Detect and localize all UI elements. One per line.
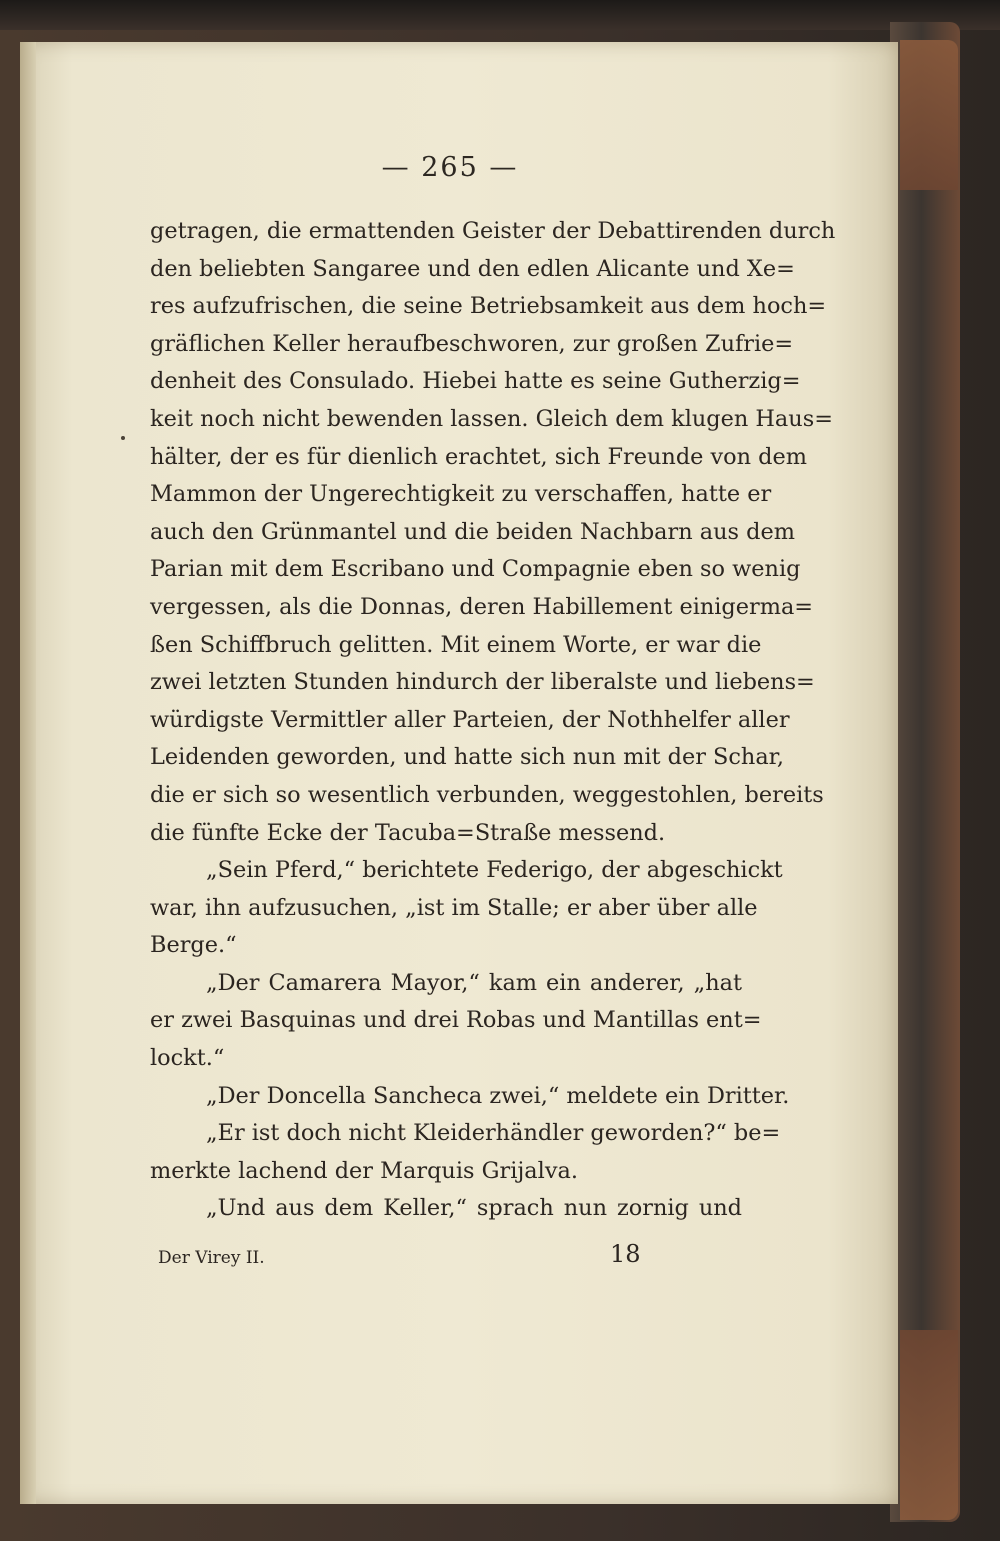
text-line: „Und aus dem Keller,“ sprach nun zornig und xyxy=(206,1195,742,1222)
text-line: hälter, der es für dienlich erachtet, sich Freunde von dem xyxy=(150,443,808,470)
footer-signature: Der Virey II. xyxy=(158,1248,265,1268)
text-line: merkte lachend der Marquis Grijalva. xyxy=(150,1157,578,1184)
cover-corner-bottom xyxy=(900,1330,958,1520)
footer-sheet-number: 18 xyxy=(610,1240,641,1268)
text-line: „Der Doncella Sancheca zwei,“ meldete ein Dritter. xyxy=(206,1082,790,1109)
text-line: „Sein Pferd,“ berichtete Federigo, der abgeschickt xyxy=(206,857,783,884)
cover-corner-top xyxy=(900,40,958,190)
text-line: res aufzufrischen, die seine Betriebsamkeit aus dem hoch= xyxy=(150,293,827,320)
text-line: gräflichen Keller heraufbeschworen, zur großen Zufrie= xyxy=(150,330,794,357)
text-line: keit noch nicht bewenden lassen. Gleich dem klugen Haus= xyxy=(150,405,833,432)
text-line: denheit des Consulado. Hiebei hatte es seine Gutherzig= xyxy=(150,368,801,395)
text-line: war, ihn aufzusuchen, „ist im Stalle; er aber über alle xyxy=(150,894,758,921)
body-text xyxy=(150,213,836,1228)
text-line: Mammon der Ungerechtigkeit zu verschaffen, hatte er xyxy=(150,481,772,508)
text-line: „Er ist doch nicht Kleiderhändler geworden?“ be= xyxy=(206,1120,781,1147)
page-number-header: — 265 — xyxy=(381,152,519,183)
cover-edge xyxy=(890,22,960,1522)
text-line: „Der Camarera Mayor,“ kam ein anderer, „hat xyxy=(206,969,742,996)
text-line: Leidenden geworden, und hatte sich nun mit der Schar, xyxy=(150,744,785,771)
text-line: lockt.“ xyxy=(150,1045,225,1072)
text-line: würdigste Vermittler aller Parteien, der Nothhelfer aller xyxy=(150,706,790,733)
text-line: Berge.“ xyxy=(150,932,237,959)
text-line: die fünfte Ecke der Tacuba=Straße messend. xyxy=(150,819,666,846)
margin-mark xyxy=(121,436,125,440)
text-line: vergessen, als die Donnas, deren Habillement einigerma= xyxy=(150,593,814,620)
top-shadow xyxy=(0,0,1000,30)
text-line: den beliebten Sangaree und den edlen Alicante und Xe= xyxy=(150,255,795,282)
text-line: die er sich so wesentlich verbunden, weggestohlen, bereits xyxy=(150,781,824,808)
page-gutter xyxy=(20,42,36,1504)
text-line: zwei letzten Stunden hindurch der liberalste und liebens= xyxy=(150,669,815,696)
text-line: Parian mit dem Escribano und Compagnie eben so wenig xyxy=(150,556,801,583)
text-line: ßen Schiffbruch gelitten. Mit einem Worte, er war die xyxy=(150,631,762,658)
text-line: auch den Grünmantel und die beiden Nachbarn aus dem xyxy=(150,518,795,545)
text-line: er zwei Basquinas und drei Robas und Mantillas ent= xyxy=(150,1007,762,1034)
page-footer xyxy=(158,1240,758,1280)
text-line: getragen, die ermattenden Geister der Debattirenden durch xyxy=(150,218,836,244)
